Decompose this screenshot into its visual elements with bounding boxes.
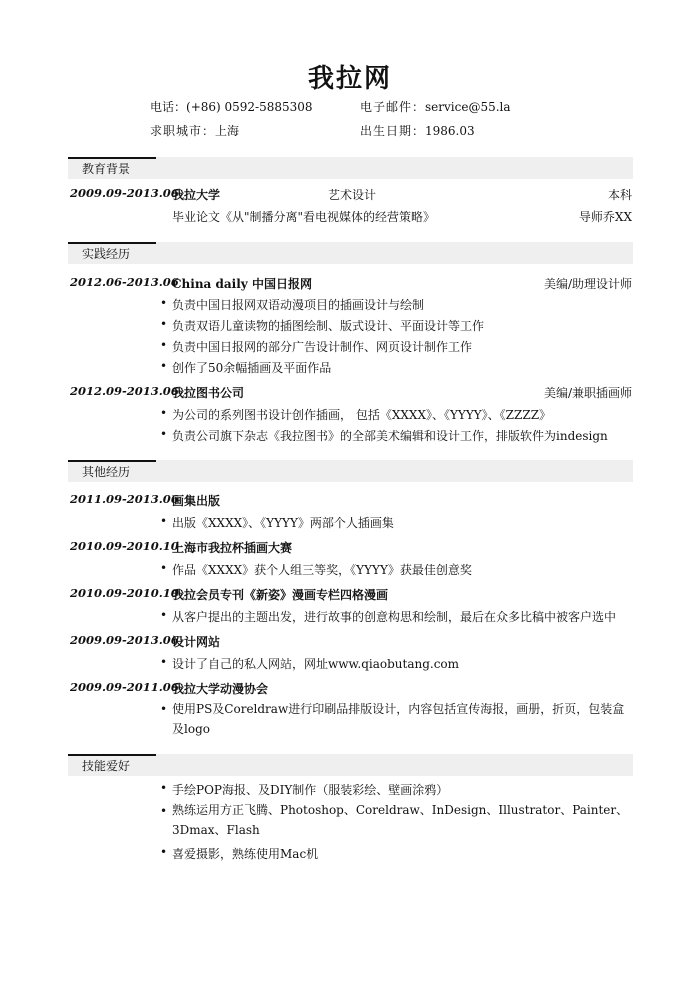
bullet: • [160, 338, 168, 352]
job-date: 2012.06-2013.06 [70, 275, 179, 289]
bullet: • [160, 845, 168, 859]
job-date: 2012.09-2013.06 [70, 384, 179, 398]
job-org: 我拉图书公司 [172, 386, 245, 400]
other-title: 我拉大学动漫协会 [172, 682, 269, 696]
email-label: 电子邮件： [360, 100, 426, 114]
other-item: 作品《XXXX》获个人组三等奖，《YYYY》获最佳创意奖 [172, 563, 472, 577]
edu-date: 2009.09-2013.06 [70, 186, 179, 200]
other-item: 使用PS及Coreldraw进行印刷品排版设计，内容包括宣传海报，画册，折页，包装盒及logo [172, 702, 625, 736]
job-item: 为公司的系列图书设计创作插画， 包括《XXXX》、《YYYY》、《ZZZZ》 [172, 408, 552, 422]
email-value: service@55.la [425, 100, 511, 114]
bullet: • [160, 804, 168, 818]
phone-value: (+86) 0592-5885308 [186, 100, 313, 114]
section-other [68, 460, 633, 482]
bullet: • [160, 655, 168, 669]
birth-label: 出生日期： [360, 124, 426, 138]
city-row [150, 122, 239, 139]
other-item: 从客户提出的主题出发，进行故事的创意构思和绘制，最后在众多比稿中被客户选中 [172, 610, 617, 624]
section-heading: 其他经历 [68, 460, 156, 482]
section-heading: 实践经历 [68, 242, 156, 264]
birth-row [360, 122, 475, 139]
bullet: • [160, 427, 168, 441]
skill-item: 喜爱摄影，熟练使用Mac机 [172, 847, 319, 861]
phone-label: 电话： [150, 100, 187, 114]
other-date: 2009.09-2011.06 [70, 680, 179, 694]
skill-item: 手绘POP海报、及DIY制作（服装彩绘、壁画涂鸦） [172, 783, 449, 797]
edu-degree: 本科 [607, 188, 632, 202]
bullet: • [160, 781, 168, 795]
edu-major: 艺术设计 [328, 188, 377, 202]
other-title: 我拉会员专刊《新姿》漫画专栏四格漫画 [172, 588, 389, 602]
resume-name: 我拉网 [307, 64, 392, 94]
bullet: • [160, 702, 168, 716]
bullet: • [160, 561, 168, 575]
job-role: 美编/兼职插画师 [543, 386, 632, 400]
job-role: 美编/助理设计师 [543, 277, 632, 291]
job-item: 负责公司旗下杂志《我拉图书》的全部美术编辑和设计工作，排版软件为indesign [172, 429, 608, 443]
bullet: • [160, 359, 168, 373]
skill-item: 熟练运用方正飞腾、Photoshop、Coreldraw、InDesign、Illustrator、Painter、3Dmax、Flash [172, 803, 629, 837]
bullet: • [160, 296, 168, 310]
edu-school: 我拉大学 [172, 188, 221, 202]
job-item: 创作了50余幅插画及平面作品 [172, 361, 332, 375]
section-practice [68, 242, 633, 264]
job-item: 负责中国日报网的部分广告设计制作、网页设计制作工作 [172, 340, 473, 354]
other-date: 2010.09-2010.10 [70, 586, 179, 600]
other-title: 设计网站 [172, 635, 221, 649]
job-item: 负责中国日报网双语动漫项目的插画设计与绘制 [172, 298, 425, 312]
section-education [68, 157, 633, 179]
bullet: • [160, 406, 168, 420]
section-heading: 教育背景 [68, 157, 156, 179]
other-date: 2009.09-2013.06 [70, 633, 179, 647]
phone-row [150, 98, 313, 115]
other-date: 2011.09-2013.06 [70, 492, 179, 506]
job-org: China daily 中国日报网 [172, 277, 312, 291]
edu-thesis: 毕业论文《从"制播分离"看电视媒体的经营策略》 [172, 210, 436, 224]
section-heading: 技能爱好 [68, 754, 156, 776]
email-row [360, 98, 511, 115]
bullet: • [160, 608, 168, 622]
edu-advisor: 导师乔XX [578, 210, 632, 224]
section-skills [68, 754, 633, 776]
bullet: • [160, 317, 168, 331]
other-item: 出版《XXXX》、《YYYY》两部个人插画集 [172, 516, 394, 530]
other-date: 2010.09-2010.10 [70, 539, 179, 553]
other-title: 画集出版 [172, 494, 221, 508]
other-title: 上海市我拉杯插画大赛 [172, 541, 293, 555]
bullet: • [160, 514, 168, 528]
other-item: 设计了自己的私人网站，网址www.qiaobutang.com [172, 657, 460, 671]
birth-value: 1986.03 [425, 124, 475, 138]
job-item: 负责双语儿童读物的插图绘制、版式设计、平面设计等工作 [172, 319, 485, 333]
city-value: 上海 [215, 124, 240, 138]
city-label: 求职城市： [150, 124, 216, 138]
